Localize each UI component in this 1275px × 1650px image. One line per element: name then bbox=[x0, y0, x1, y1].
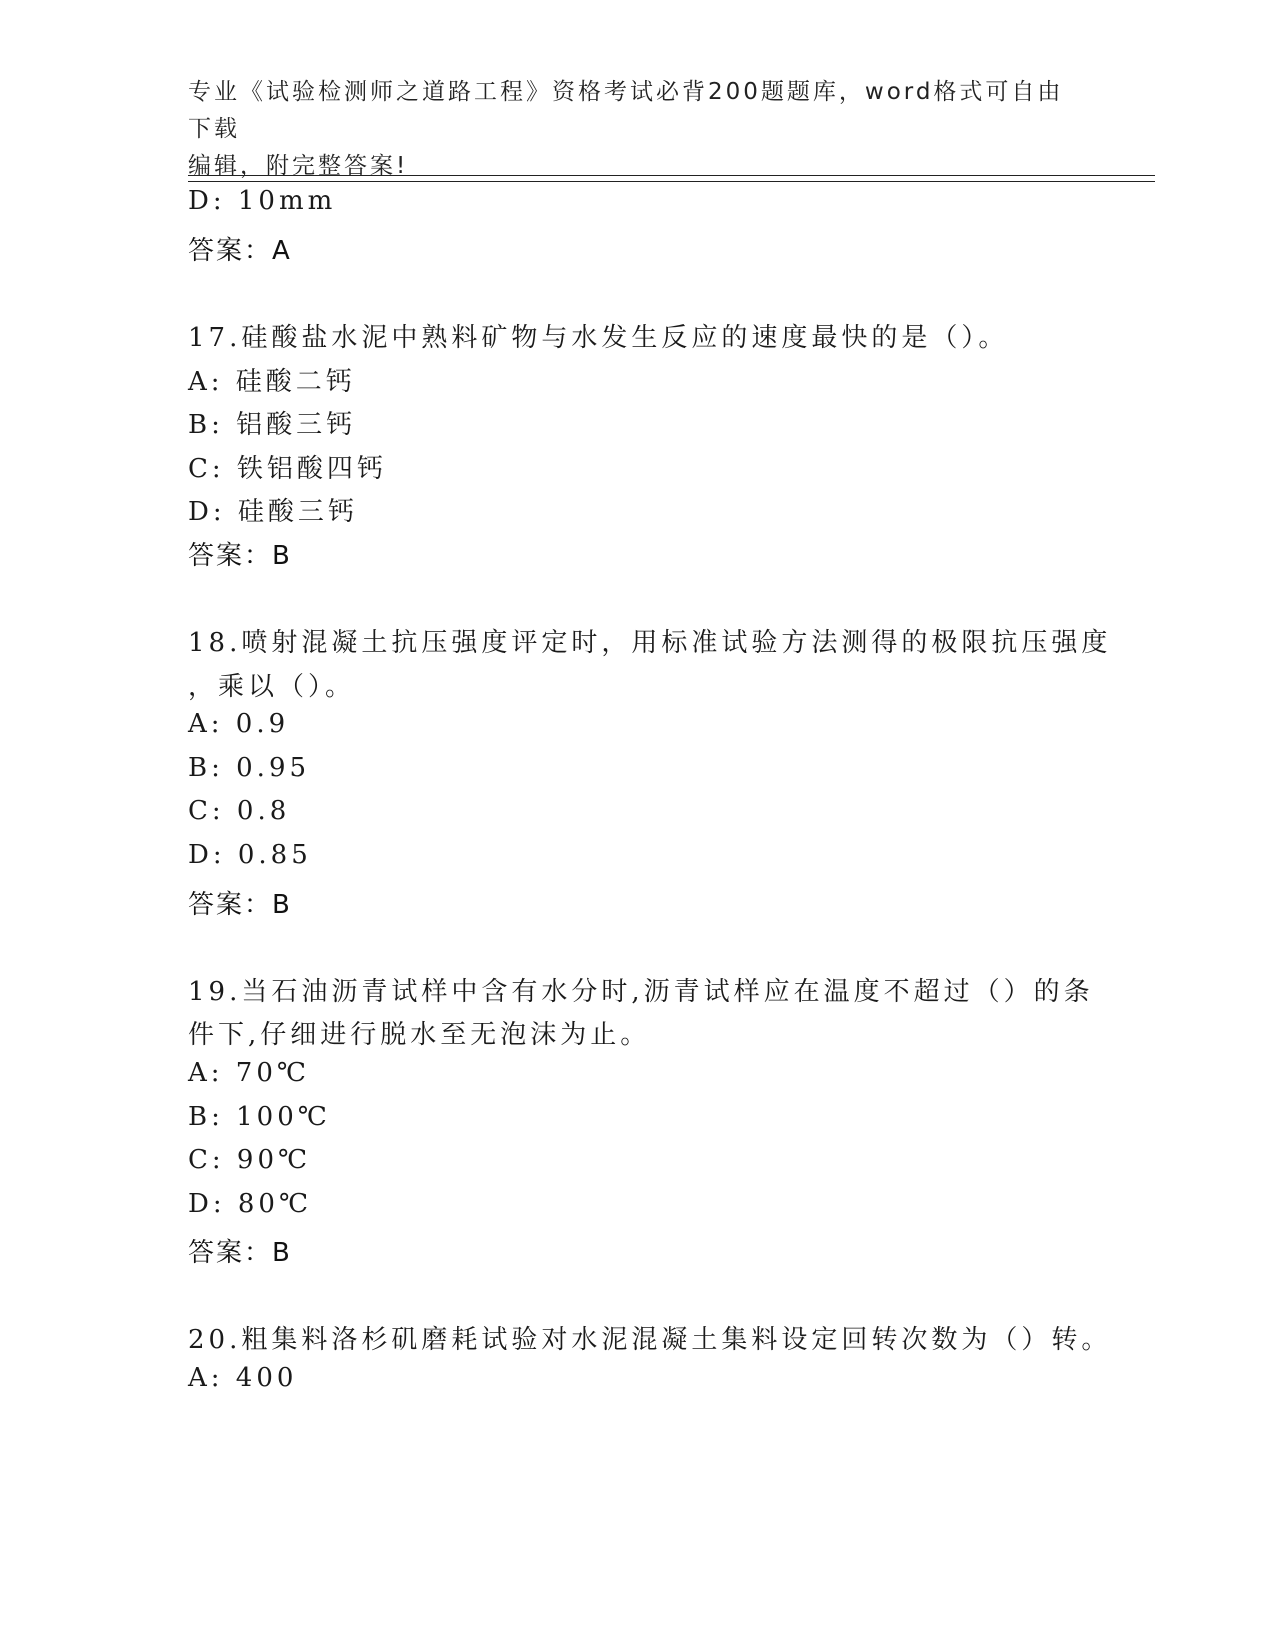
q18-stem-line-2: ，乘以（）。 bbox=[188, 672, 356, 702]
q17-option-b: B: 铝酸三钙 bbox=[188, 410, 357, 440]
q20-option-a: A: 400 bbox=[188, 1363, 298, 1393]
q19-option-b: B: 100℃ bbox=[188, 1102, 331, 1132]
document-header bbox=[188, 74, 1088, 185]
q19-option-a: A: 70℃ bbox=[188, 1058, 310, 1088]
q17-stem: 17.硅酸盐水泥中熟料矿物与水发生反应的速度最快的是（）。 bbox=[188, 323, 1009, 353]
q19-stem-line-1: 19.当石油沥青试样中含有水分时,沥青试样应在温度不超过（）的条 bbox=[188, 977, 1094, 1007]
header-divider-bottom bbox=[188, 181, 1155, 182]
header-divider-top bbox=[188, 175, 1155, 176]
header-title-line-1: 专业《试验检测师之道路工程》资格考试必背200题题库，word格式可自由下载 bbox=[188, 79, 1064, 142]
q18-option-a: A: 0.9 bbox=[188, 709, 290, 739]
header-title-line-2: 编辑，附完整答案! bbox=[188, 153, 409, 179]
q19-answer: 答案：B bbox=[188, 1238, 292, 1268]
q18-option-b: B: 0.95 bbox=[188, 753, 311, 783]
q17-option-a: A: 硅酸二钙 bbox=[188, 367, 356, 397]
prev-option-d: D: 10mm bbox=[188, 186, 337, 216]
prev-answer: 答案：A bbox=[188, 236, 292, 266]
q19-stem-line-2: 件下,仔细进行脱水至无泡沫为止。 bbox=[188, 1020, 651, 1050]
q17-option-d: D: 硅酸三钙 bbox=[188, 497, 358, 527]
q17-answer: 答案：B bbox=[188, 541, 292, 571]
q19-option-d: D: 80℃ bbox=[188, 1189, 313, 1219]
q17-option-c: C: 铁铝酸四钙 bbox=[188, 454, 387, 484]
q18-answer: 答案：B bbox=[188, 890, 292, 920]
q18-option-d: D: 0.85 bbox=[188, 840, 312, 870]
q19-option-c: C: 90℃ bbox=[188, 1145, 312, 1175]
q18-stem-line-1: 18.喷射混凝土抗压强度评定时，用标准试验方法测得的极限抗压强度 bbox=[188, 628, 1112, 658]
q20-stem: 20.粗集料洛杉矶磨耗试验对水泥混凝土集料设定回转次数为（）转。 bbox=[188, 1325, 1112, 1355]
q18-option-c: C: 0.8 bbox=[188, 796, 291, 826]
